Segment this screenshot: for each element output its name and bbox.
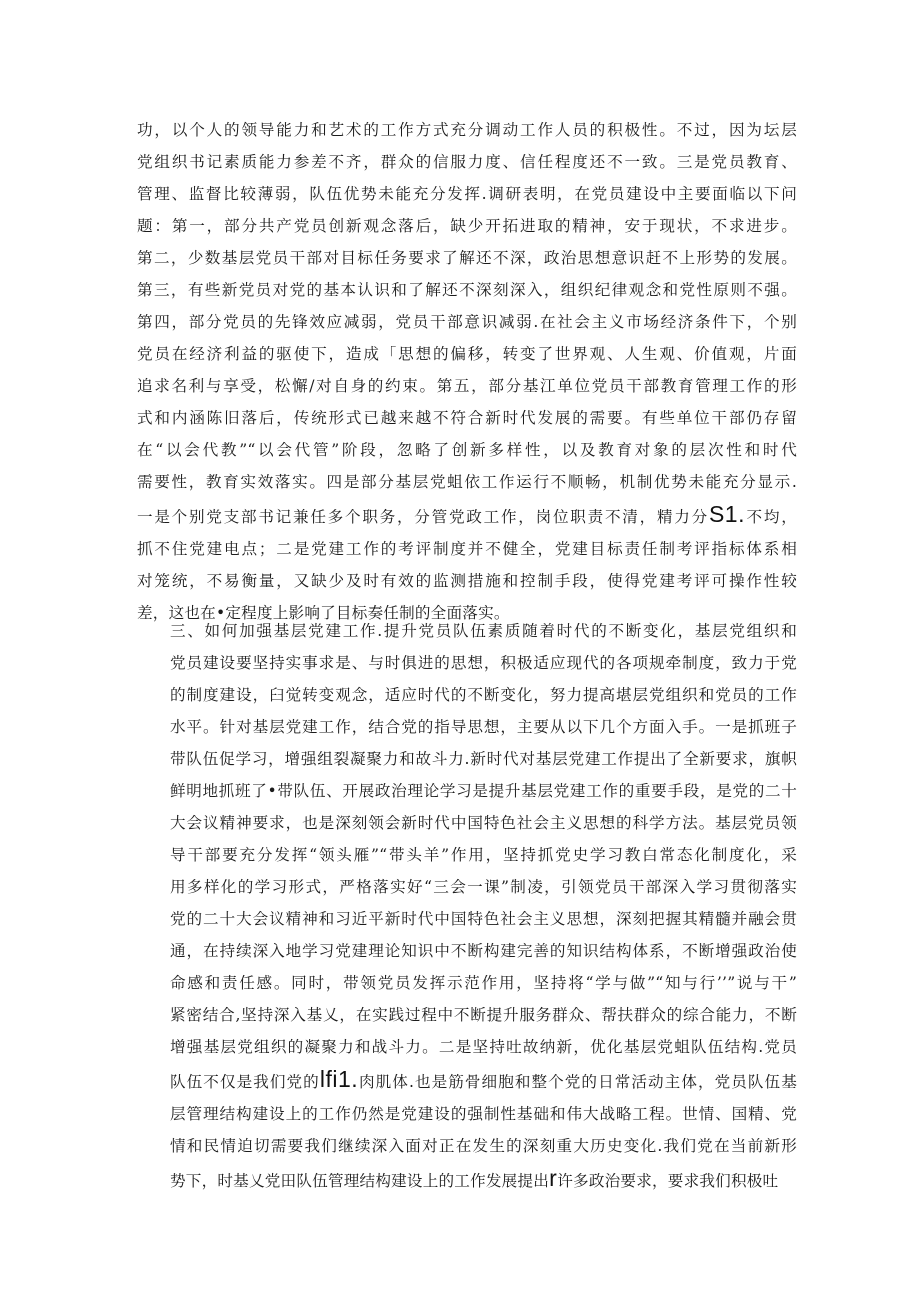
text-segment: 一是个别党支部书记兼任多个职务，分管党政工作，岗位职责不清，精力分 <box>137 508 709 526</box>
text-line: 追求名利与享受，松懈/对自身的约束。第五，部分基江单位党员干部教育管理工作的形 <box>137 377 797 395</box>
text-line: 鲜明地抓班了•带队伍、开展政治理论学习是提升基层党建工作的重要手段，是党的二十 <box>170 782 797 800</box>
text-line: 层管理结构建设上的工作仍然是党建设的强制性基础和伟大战略工程。世情、国精、党 <box>170 1105 797 1123</box>
text-segment: 许多政治要求，要求我们积极吐 <box>557 1172 779 1190</box>
text-line <box>137 498 797 533</box>
text-line: 命感和责任感。同时，带领党员发挥示范作用，坚持将“学与做”“知与行’’”说与干” <box>170 974 797 992</box>
text-line: 水平。针对基层党建工作，结合党的指导思想，主要从以下几个方面入手。一是抓班子 <box>170 718 797 736</box>
text-line: 用多样化的学习形式，严格落实好“三会一课”制凌，引领党员干部深入学习贯彻落实 <box>170 878 797 896</box>
text-line: 情和民情迫切需要我们继续深入面对正在发生的深刻重大历史变化.我们党在当前新形 <box>170 1137 797 1155</box>
paragraph-1 <box>137 114 797 629</box>
text-line: 抓不住党建电点；二是党建工作的考评制度并不健全，党建目标责任制考评指标体系相 <box>137 540 797 558</box>
text-line: 的制度建设，臼觉转变观念，适应时代的不断变化，努力提高堪层党组织和党员的工作 <box>170 686 797 704</box>
text-line: 管理、监督比较薄弱，队伍优势未能充分发挥.调研表明，在党员建设中主要面临以下问 <box>137 185 797 203</box>
text-line: 式和内涵陈旧落后，传统形式已越来越不符合新时代发展的需要。有些单位干部仍存留 <box>137 409 797 427</box>
text-line: 紧密结合,坚持深入基乂，在实践过程中不断提升服务群众、帮扶群众的综合能力，不断 <box>170 1006 797 1024</box>
ocr-artifact-text: S1. <box>708 501 745 527</box>
text-line: 第二，少数基层党员干部对目标任务要求了解还不深，政治思想意识赶不上形势的发展。 <box>137 249 797 267</box>
text-line <box>137 1162 797 1197</box>
text-line: 需要性，教育实效落实。四是部分基层党蛆依工作运行不顺畅，机制优势未能充分显示. <box>137 473 797 491</box>
text-line: 对笼统，不易衡量，又缺少及时有效的监测措施和控制手段，使得党建考评可操作性较 <box>137 572 797 590</box>
text-segment: 肉肌体.也是筋骨细胞和整个党的日常活动主体，党员队伍基 <box>358 1073 797 1091</box>
ocr-artifact-text: r <box>549 1165 558 1191</box>
text-line: 通，在持续深入地学习党建理论知识中不断构建完善的知识结构体系，不断增强政治使 <box>170 942 797 960</box>
text-line: 党员在经济利益的驱使下，造成「思想的偏移，转变了世界观、人生观、价值观，片面 <box>137 345 797 363</box>
text-line: 题：第一，部分共产党员创新观念落后，缺少开拓进取的精神，安于现状，不求进步。 <box>137 217 797 235</box>
text-line: 功，以个人的领导能力和艺术的工作方式充分调动工作人员的积极性。不过，因为坛层 <box>137 121 797 139</box>
text-line <box>137 1063 797 1098</box>
text-line: 导干部要充分发挥“领头雁”“带头羊”作用，坚持抓党史学习教白常态化制度化，采 <box>170 846 797 864</box>
text-line: 第三，有些新党员对党的基本认识和了解还不深刻深入，组织纪律观念和党性原则不强。 <box>137 281 797 299</box>
text-line: 增强基层党组织的凝聚力和战斗力。二是坚持吐故纳新，优化基层党蛆队伍结构.党员 <box>170 1038 797 1056</box>
text-line: 党组织书记素质能力参差不齐，群众的信服力度、信任程度还不一致。三是党员教育、 <box>137 153 797 171</box>
text-line: 第四，部分党员的先锋效应减弱，党员干部意识减弱.在社会主义市场经济条件下，个别 <box>137 313 797 331</box>
text-line: 在“以会代教”“以会代管”阶段，忽略了创新多样性，以及教育对象的层次性和时代 <box>137 441 797 459</box>
text-segment: 不均， <box>745 508 797 526</box>
text-segment: 势下，时基乂党田队伍管理结构建设上的工作发展提出 <box>170 1172 550 1190</box>
paragraph-2 <box>137 615 797 1197</box>
text-line: 党的二十大会议精神和习近平新时代中国特色社会主义思想，深刻把握其精髓并融会贯 <box>170 910 797 928</box>
text-segment: 队伍不仅是我们党的 <box>170 1073 320 1091</box>
text-line: 大会议精神要求，也是深刻领会新时代中国特色社会主义思想的科学方法。基层党员领 <box>170 814 797 832</box>
ocr-artifact-text: lfi1. <box>319 1066 359 1092</box>
text-line: 差，这也在•定程度上影响了目标奏任制的全面落实。 <box>137 604 510 622</box>
text-line: 三、如何加强基层党建工作.提升党员队伍素质随着时代的不断变化，基层党组织和 <box>170 622 797 640</box>
text-line: 带队伍促学习，增强组裂凝聚力和故斗力.新时代对基层党建工作提出了全新要求，旗帜 <box>170 750 797 768</box>
text-line: 党员建设要坚持实事求是、与时俱进的思想，积极适应现代的各项规牵制度，致力于党 <box>170 654 797 672</box>
